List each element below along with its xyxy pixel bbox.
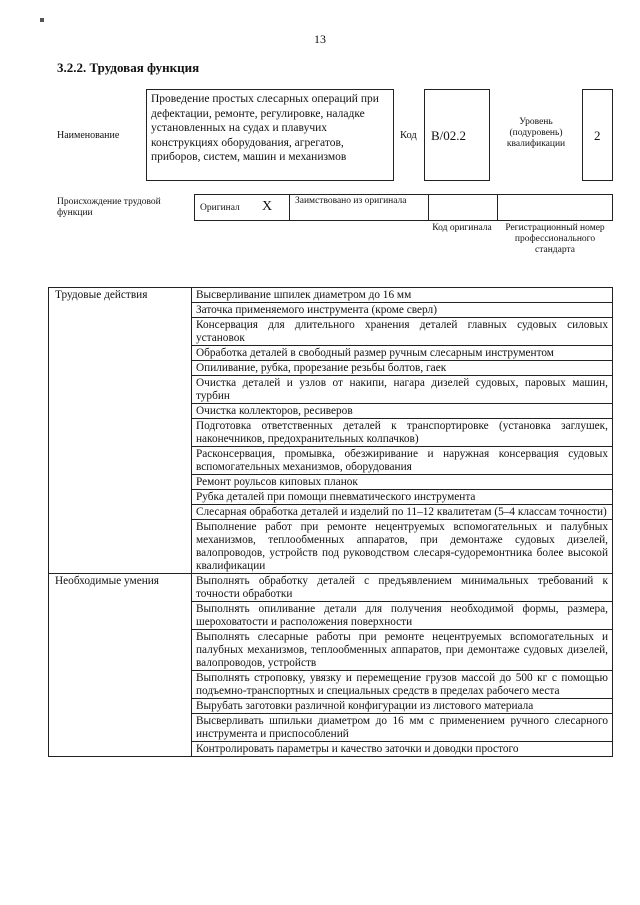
code-original-label: Код оригинала: [432, 223, 492, 233]
origin-label: Происхождение трудовой функции: [57, 197, 161, 218]
table-cell: Вырубать заготовки различной конфигурации из листового материала: [192, 699, 613, 714]
origin-divider-1: [289, 194, 290, 221]
table-cell: Слесарная обработка деталей и изделий по 11–12 квалитетам (5–4 классам точности): [192, 505, 613, 520]
name-label: Наименование: [57, 130, 120, 141]
section-title: Трудовые действия: [49, 288, 192, 574]
functions-table: [48, 287, 613, 757]
table-cell: Выполнение работ при ремонте нецентруемых вспомогательных и палубных механизмов, теплообменных аппаратов, при демонтаже судовых дизелей, валопроводов, устройств под руководством слесаря-судоремонтника более высокой квалификации: [192, 520, 613, 574]
table-cell: Выполнять слесарные работы при ремонте нецентруемых вспомогательных и палубных механизмов, теплообменных аппаратов, при демонтаже судовых дизелей, валопроводов, устройств: [192, 630, 613, 671]
table-cell: Консервация для длительного хранения деталей главных судовых силовых установок: [192, 318, 613, 346]
origin-divider-3: [497, 194, 498, 221]
table-cell: Расконсервация, промывка, обезжиривание и наружная консервация судовых вспомогательных механизмов, оборудования: [192, 447, 613, 475]
table-cell: Ремонт роульсов киповых планок: [192, 475, 613, 490]
name-value: Проведение простых слесарных операций при дефектации, ремонте, регулировке, наладке установленных на судах и плавучих конструкциях оборудования, агрегатов, приборов, систем, машин и механизмов: [146, 89, 394, 181]
code-value: В/02.2: [424, 89, 490, 181]
reg-number-label: Регистрационный номер профессионального стандарта: [505, 223, 605, 255]
level-value: 2: [582, 89, 613, 181]
table-row: [49, 574, 613, 602]
origin-divider-2: [428, 194, 429, 221]
section-title: Необходимые умения: [49, 574, 192, 757]
table-cell: Опиливание, рубка, прорезание резьбы болтов, гаек: [192, 361, 613, 376]
original-mark: Х: [262, 199, 273, 214]
table-cell: Выполнять строповку, увязку и перемещение грузов массой до 500 кг с помощью подъемно-транспортных и специальных средств в пределах рабочего места: [192, 671, 613, 699]
original-label: Оригинал: [200, 203, 240, 213]
table-cell: Очистка деталей и узлов от накипи, нагара дизелей судовых, паровых машин, турбин: [192, 376, 613, 404]
table-cell: Подготовка ответственных деталей к транспортировке (установка заглушек, наконечников, предохранительных колпачков): [192, 419, 613, 447]
table-cell: Контролировать параметры и качество заточки и доводки простого: [192, 742, 613, 757]
table-cell: Высверливать шпильки диаметром до 16 мм с применением ручного слесарного инструмента и приспособлений: [192, 714, 613, 742]
code-label: Код: [400, 130, 417, 141]
table-cell: Выполнять опиливание детали для получения необходимой формы, размера, шероховатости и расположения поверхности: [192, 602, 613, 630]
scan-mark: [40, 18, 44, 22]
table-cell: Рубка деталей при помощи пневматического инструмента: [192, 490, 613, 505]
borrowed-label: Заимствовано из оригинала: [295, 196, 407, 206]
table-cell: Заточка применяемого инструмента (кроме сверл): [192, 303, 613, 318]
table-cell: Высверливание шпилек диаметром до 16 мм: [192, 288, 613, 303]
table-cell: Обработка деталей в свободный размер ручным слесарным инструментом: [192, 346, 613, 361]
table-cell: Выполнять обработку деталей с предъявлением минимальных требований к точности обработки: [192, 574, 613, 602]
section-heading: 3.2.2. Трудовая функция: [57, 60, 200, 75]
page-number: 13: [314, 32, 326, 46]
table-cell: Очистка коллекторов, ресиверов: [192, 404, 613, 419]
table-row: [49, 288, 613, 303]
level-label: Уровень (подуровень) квалификации: [506, 117, 566, 149]
